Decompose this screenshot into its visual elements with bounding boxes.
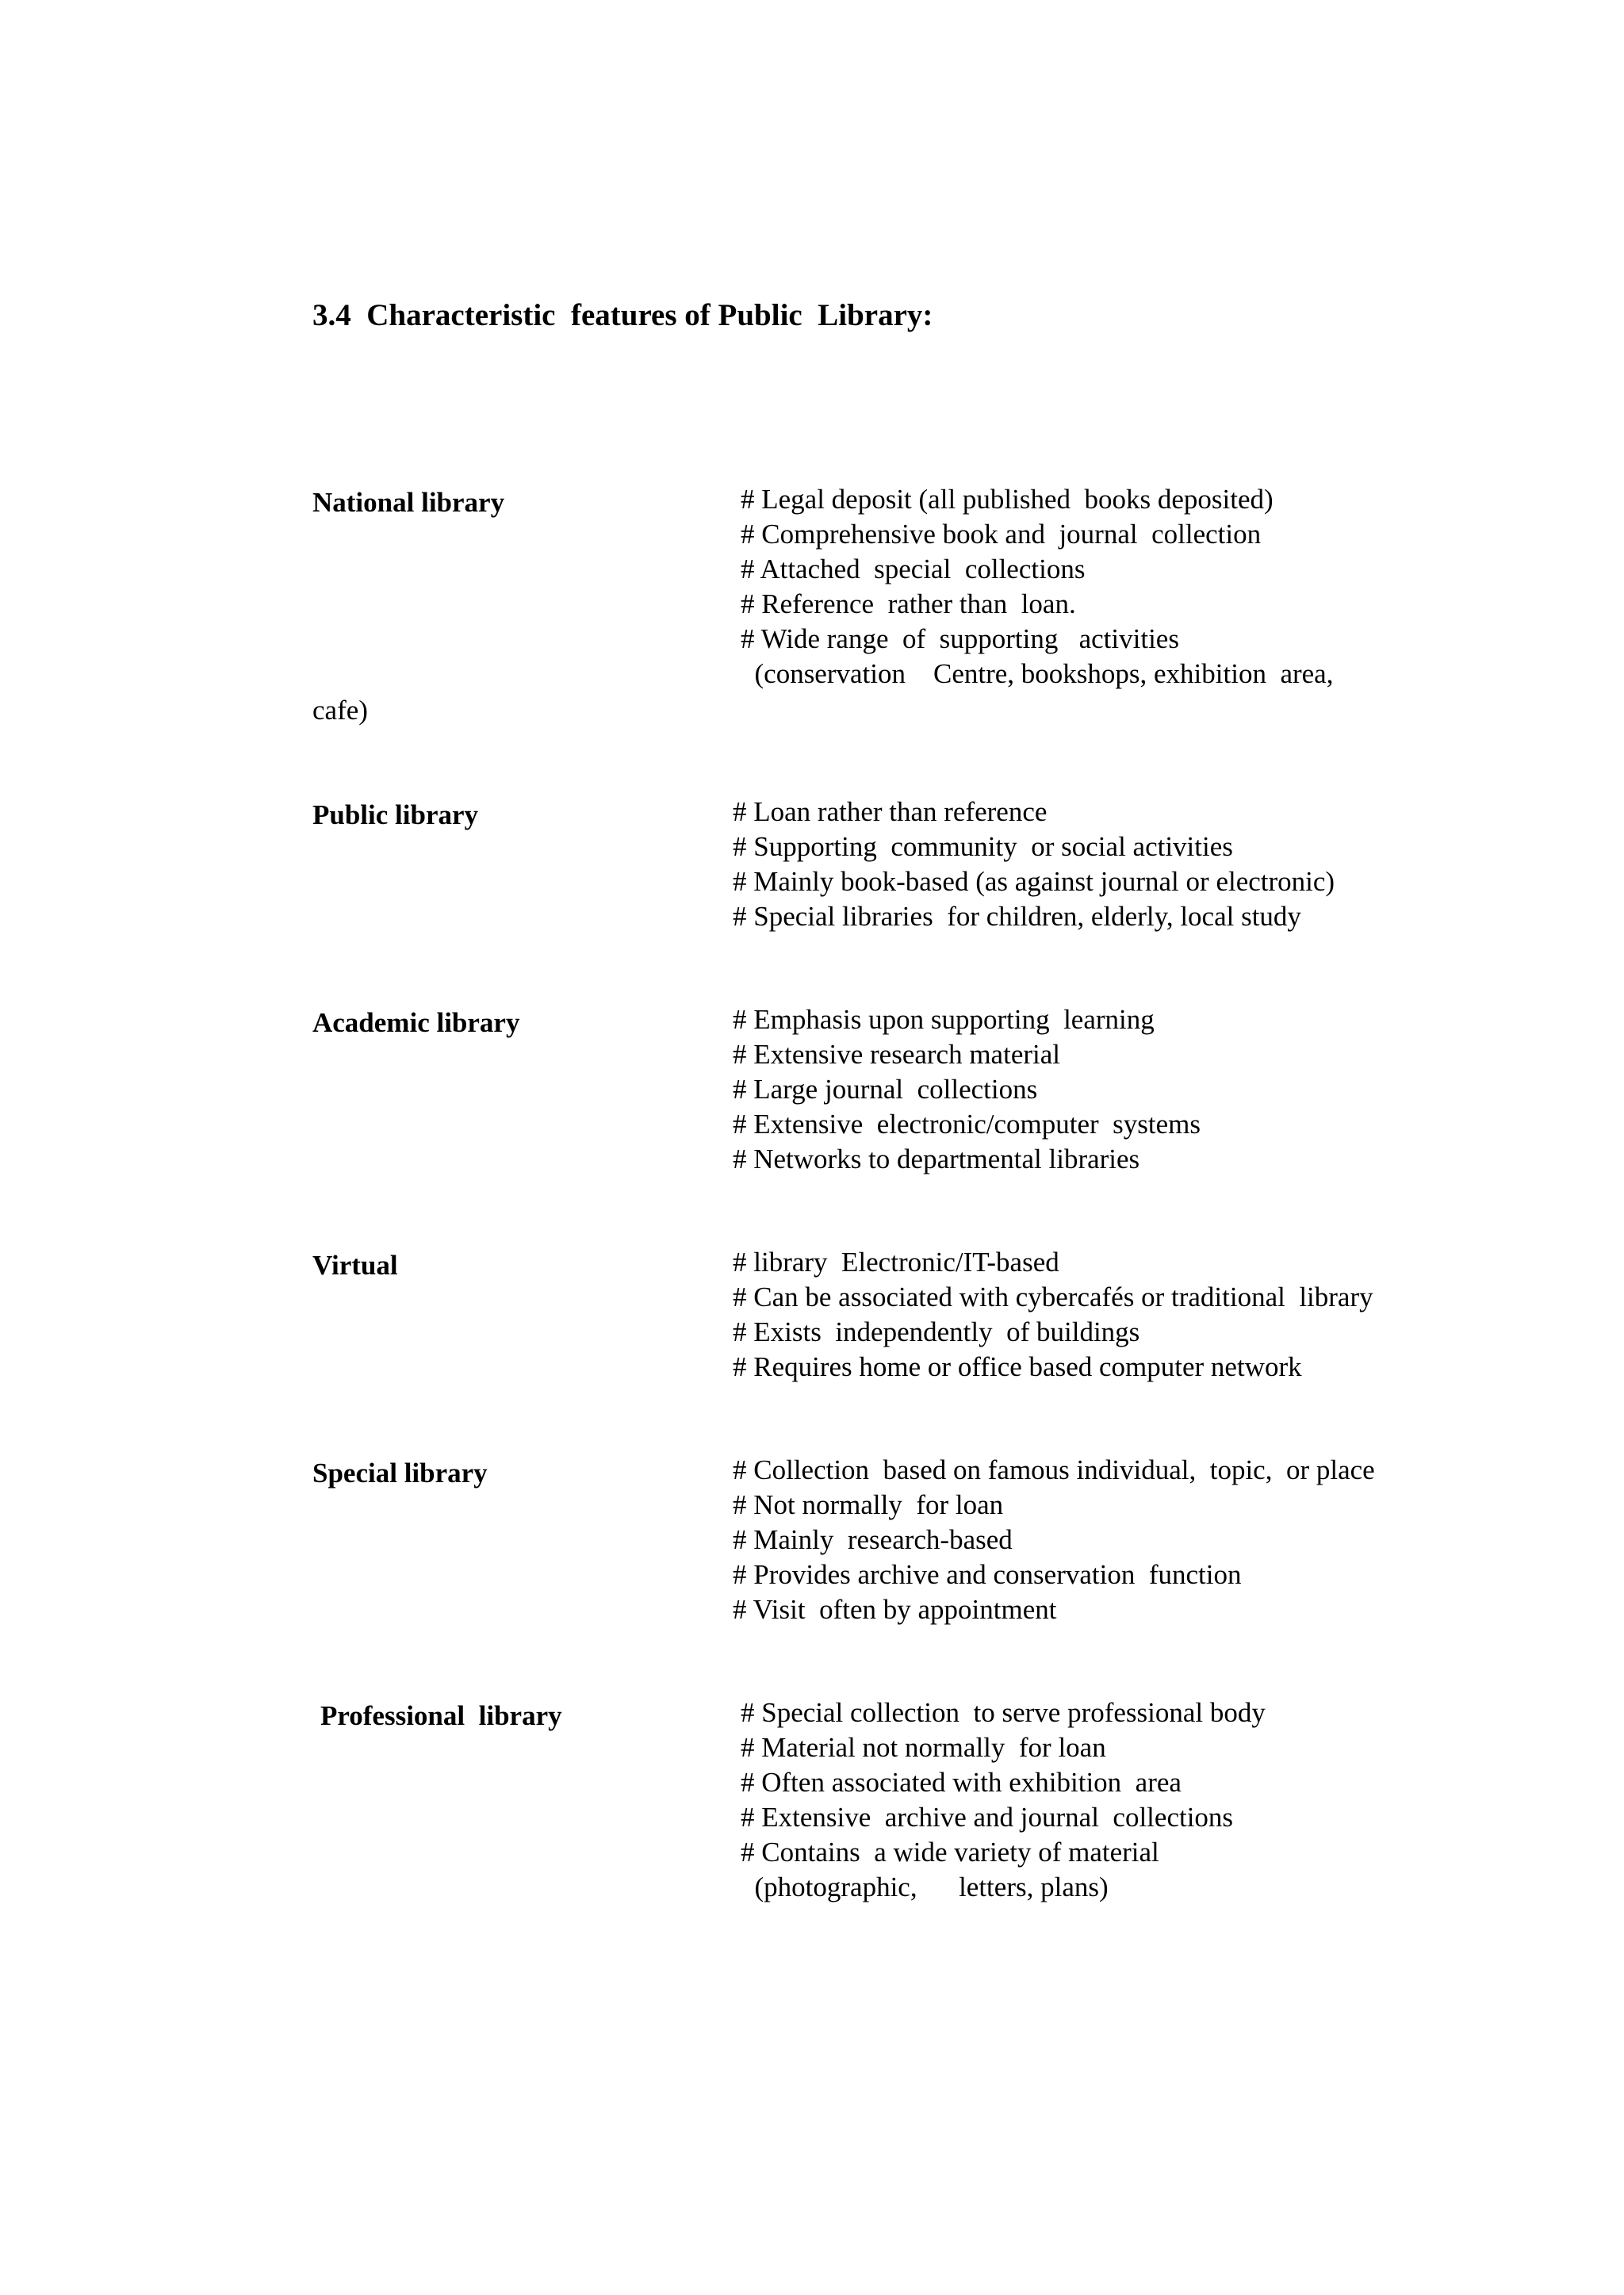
list-item: # Contains a wide variety of material: [741, 1837, 1159, 1868]
list-item: (conservation Centre, bookshops, exhibition area,: [741, 658, 1334, 689]
list-item: # Material not normally for loan: [741, 1732, 1106, 1763]
list-item: # Requires home or office based computer network: [733, 1351, 1302, 1382]
section-label-academic-library: Academic library: [312, 1007, 520, 1038]
feature-list-virtual: [733, 1245, 1373, 1385]
section-label-national-library: National library: [312, 487, 505, 518]
section-label-public-library: Public library: [312, 799, 479, 830]
feature-list-national-library: [741, 482, 1333, 692]
list-item: # Extensive archive and journal collections: [741, 1802, 1234, 1833]
list-item: # Extensive electronic/computer systems: [733, 1109, 1201, 1140]
list-item: # Emphasis upon supporting learning: [733, 1004, 1155, 1035]
list-item: # Legal deposit (all published books deposited): [741, 484, 1274, 515]
section-label-special-library: Special library: [312, 1458, 488, 1488]
list-item: # Often associated with exhibition area: [741, 1767, 1182, 1798]
list-item: # Special collection to serve professional body: [741, 1697, 1266, 1728]
list-item: # Provides archive and conservation function: [733, 1559, 1242, 1590]
list-item: # Large journal collections: [733, 1074, 1038, 1105]
list-item: # Loan rather than reference: [733, 796, 1048, 827]
list-item: # Reference rather than loan.: [741, 588, 1076, 619]
continuation-text: cafe): [312, 695, 368, 726]
feature-list-professional-library: [741, 1695, 1266, 1905]
list-item: # Mainly book-based (as against journal or electronic): [733, 866, 1335, 897]
list-item: # Not normally for loan: [733, 1489, 1004, 1520]
list-item: # Visit often by appointment: [733, 1594, 1057, 1625]
list-item: # Can be associated with cybercafés or traditional library: [733, 1282, 1373, 1312]
list-item: # Attached special collections: [741, 554, 1086, 584]
list-item: (photographic, letters, plans): [741, 1872, 1109, 1902]
list-item: # Exists independently of buildings: [733, 1316, 1140, 1347]
section-label-professional-library: Professional library: [320, 1700, 562, 1731]
list-item: # library Electronic/IT-based: [733, 1247, 1059, 1278]
list-item: # Networks to departmental libraries: [733, 1144, 1140, 1174]
list-item: # Supporting community or social activities: [733, 831, 1233, 862]
list-item: # Special libraries for children, elderly, local study: [733, 901, 1301, 932]
feature-list-public-library: [733, 795, 1335, 934]
feature-list-academic-library: [733, 1002, 1201, 1177]
section-label-virtual: Virtual: [312, 1250, 398, 1281]
page-title: 3.4 Characteristic features of Public Library:: [312, 298, 933, 332]
feature-list-special-library: [733, 1453, 1375, 1627]
list-item: # Comprehensive book and journal collection: [741, 519, 1262, 550]
list-item: # Extensive research material: [733, 1039, 1060, 1070]
list-item: # Mainly research-based: [733, 1524, 1013, 1555]
list-item: # Wide range of supporting activities: [741, 623, 1179, 654]
list-item: # Collection based on famous individual, topic, or place: [733, 1454, 1375, 1485]
